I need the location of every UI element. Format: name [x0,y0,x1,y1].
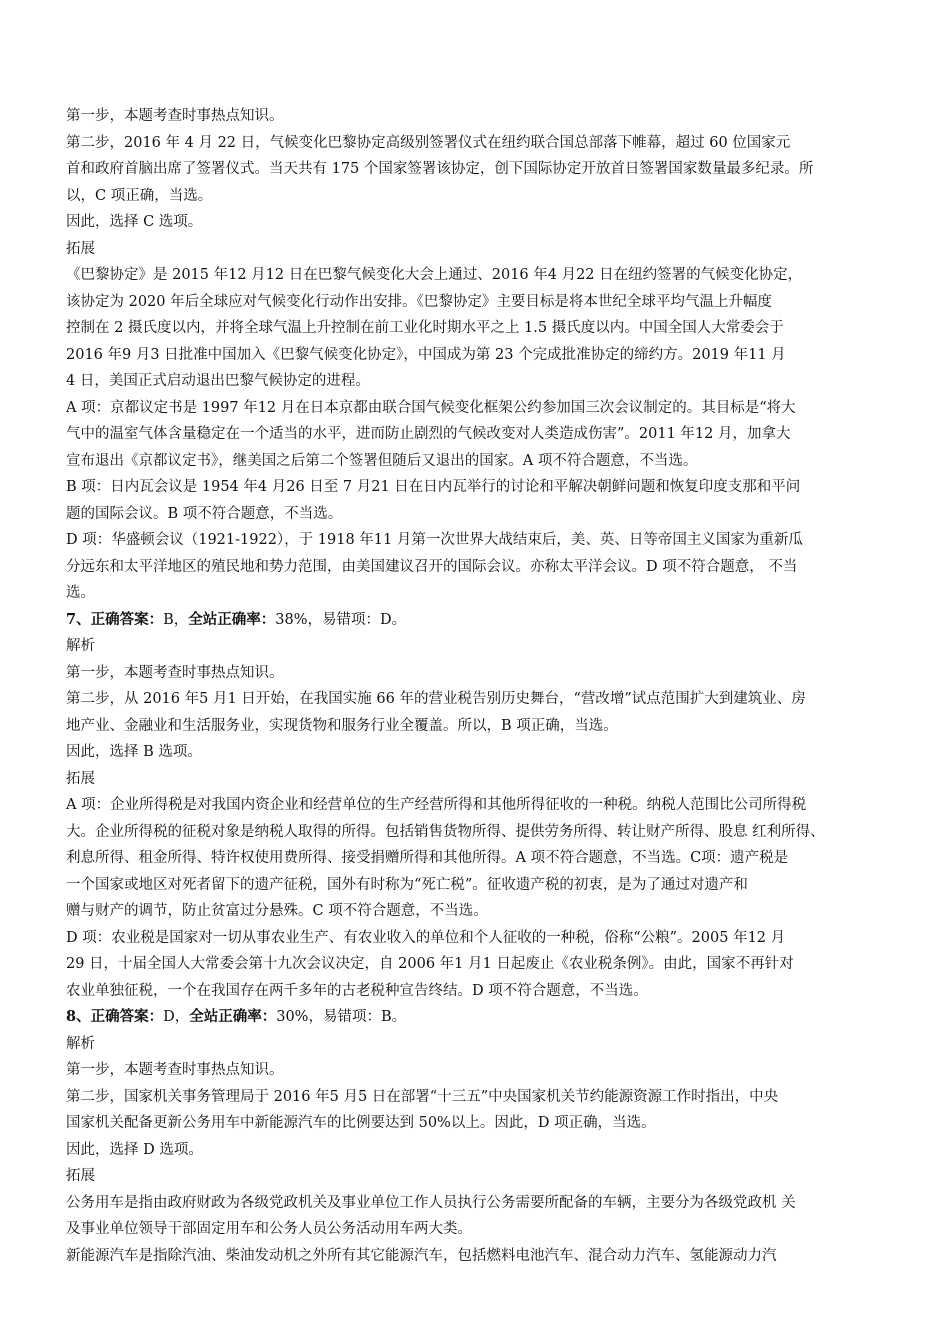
q7-option-d-line: 29 日，十届全国人大常委会第十九次会议决定，自 2006 年1 月1 日起废止《农业税条例》。由此，国家不再针对 [66,956,794,972]
q8-expand-title: 拓展 [66,1168,95,1184]
q7-option-d-line: D 项：农业税是国家对一切从事农业生产、有农业收入的单位和个人征收的一种税，俗称“公粮”。2005 年12 月 [66,929,786,946]
q6-option-a-line: A 项：京都议定书是 1997 年12 月在日本京都由联合国气候变化框架公约参加国三次会议制定的。其目标是“将大 [66,399,796,416]
q8-rate-value: 30%，易错项：B。 [276,1009,407,1025]
q8-answer-value: D， [163,1009,190,1025]
q8-official-car-line: 公务用车是指由政府财政为各级党政机关及事业单位工作人员执行公务需要所配备的车辆，主要分为各级党政机 关 [66,1194,796,1211]
q6-paris-line: 4 日，美国正式启动退出巴黎气候协定的进程。 [66,373,370,389]
q6-option-b-line: B 项：日内瓦会议是 1954 年4 月26 日至 7 月21 日在日内瓦举行的讨论和平解决朝鲜问题和恢复印度支那和平问 [66,479,801,495]
q7-answer-header [66,607,910,634]
q6-option-a-line: 宣布退出《京都议定书》，继美国之后第二个签署但随后又退出的国家。A 项不符合题意，不当选。 [66,452,698,469]
q7-answer-label: 正确答案： [90,610,164,628]
q7-option-ac-line: 一个国家或地区对死者留下的遗产征税，国外有时称为“死亡税”。征收遗产税的初衷，是为了通过对遗产和 [66,876,748,893]
q6-option-d-line: D 项：华盛顿会议（1921-1922），于 1918 年11 月第一次世界大战结束后，美、英、日等帝国主义国家为重新瓜 [66,532,803,548]
q6-paris-line: 控制在 2 摄氏度以内，并将全球气温上升控制在前工业化时期水平之上 1.5 摄氏度以内。中国全国人大常委会于 [66,320,784,336]
q7-option-ac-line: 大。企业所得税的征税对象是纳税人取得的所得。包括销售货物所得、提供劳务所得、转让财产所得、股息 红利所得、 [66,823,825,840]
q8-new-energy-line: 新能源汽车是指除汽油、柴油发动机之外所有其它能源汽车，包括燃料电池汽车、混合动力汽车、氢能源动力汽 [66,1247,777,1264]
q6-paris-line: 《巴黎协定》是 2015 年12 月12 日在巴黎气候变化大会上通过、2016 年4 月22 日在纽约签署的气候变化协定， [66,267,803,283]
q6-option-d-line: 选。 [66,585,95,601]
q8-step2-line: 国家机关配备更新公务用车中新能源汽车的比例要达到 50%以上。因此，D 项正确，当选。 [66,1115,656,1131]
q6-paris-line: 该协定为 2020 年后全球应对气候变化行动作出安排。《巴黎协定》主要目标是将本世纪全球平均气温上升幅度 [66,293,772,310]
q6-step1: 第一步，本题考查时事热点知识。 [66,108,284,124]
q8-answer-header [66,1004,910,1031]
q6-step2-line: 以，C 项正确，当选。 [66,187,213,204]
q7-option-ac-line: 利息所得、租金所得、特许权使用费所得、接受捐赠所得和其他所得。A 项不符合题意，不当选。C项：遗产税是 [66,850,789,866]
q8-official-car-line: 及事业单位领导干部固定用车和公务人员公务活动用车两大类。 [66,1221,472,1237]
q7-analysis-title: 解析 [66,638,95,654]
q7-number: 7、 [66,610,91,628]
q6-conclusion: 因此，选择 C 选项。 [66,214,203,230]
q7-step1: 第一步，本题考查时事热点知识。 [66,664,284,681]
q7-rate-label: 全站正确率： [188,610,276,628]
q7-rate-value: 38%，易错项：D。 [275,611,407,628]
q8-conclusion: 因此，选择 D 选项。 [66,1141,203,1158]
q7-step2-line: 第二步，从 2016 年5 月1 日开始，在我国实施 66 年的营业税告别历史舞台，“营改增”试点范围扩大到建筑业、房 [66,691,806,707]
q7-option-ac-line: A 项：企业所得税是对我国内资企业和经营单位的生产经营所得和其他所得征收的一种税。纳税人范围比公司所得税 [66,797,807,813]
q6-step2-line: 首和政府首脑出席了签署仪式。当天共有 175 个国家签署该协定，创下国际协定开放首日签署国家数量最多纪录。所 [66,161,814,177]
q7-option-ac-line: 赠与财产的调节，防止贫富过分悬殊。C 项不符合题意，不当选。 [66,903,488,919]
q7-expand-title: 拓展 [66,770,95,787]
q6-option-b-line: 题的国际会议。B 项不符合题意，不当选。 [66,505,343,522]
q8-answer-label: 正确答案： [90,1008,164,1025]
q8-step2-line: 第二步，国家机关事务管理局于 2016 年5 月5 日在部署“十三五”中央国家机关节约能源资源工作时指出，中央 [66,1088,779,1105]
q6-step2-line: 第二步，2016 年 4 月 22 日，气候变化巴黎协定高级别签署仪式在纽约联合国总部落下帷幕，超过 60 位国家元 [66,134,791,151]
q7-step2-line: 地产业、金融业和生活服务业，实现货物和服务行业全覆盖。所以，B 项正确，当选。 [66,717,618,734]
q8-rate-label: 全站正确率： [189,1008,277,1025]
q8-analysis-title: 解析 [66,1035,95,1052]
q6-option-d-line: 分远东和太平洋地区的殖民地和势力范围，由美国建议召开的国际会议。亦称太平洋会议。D 项不符合题意， 不当 [66,558,798,575]
q7-answer-value: B， [163,611,189,628]
q8-number: 8、 [66,1008,91,1025]
q8-step1: 第一步，本题考查时事热点知识。 [66,1062,284,1078]
q6-paris-line: 2016 年9 月3 日批准中国加入《巴黎气候变化协定》，中国成为第 23 个完成批准协定的缔约方。2019 年11 月 [66,346,786,363]
q6-expand-title: 拓展 [66,240,95,257]
q7-conclusion: 因此，选择 B 选项。 [66,744,202,760]
q7-option-d-line: 农业单独征税，一个在我国存在两千多年的古老税种宣告终结。D 项不符合题意，不当选。 [66,982,648,999]
q6-option-a-line: 气中的温室气体含量稳定在一个适当的水平，进而防止剧烈的气候改变对人类造成伤害”。2011 年12 月，加拿大 [66,426,791,442]
